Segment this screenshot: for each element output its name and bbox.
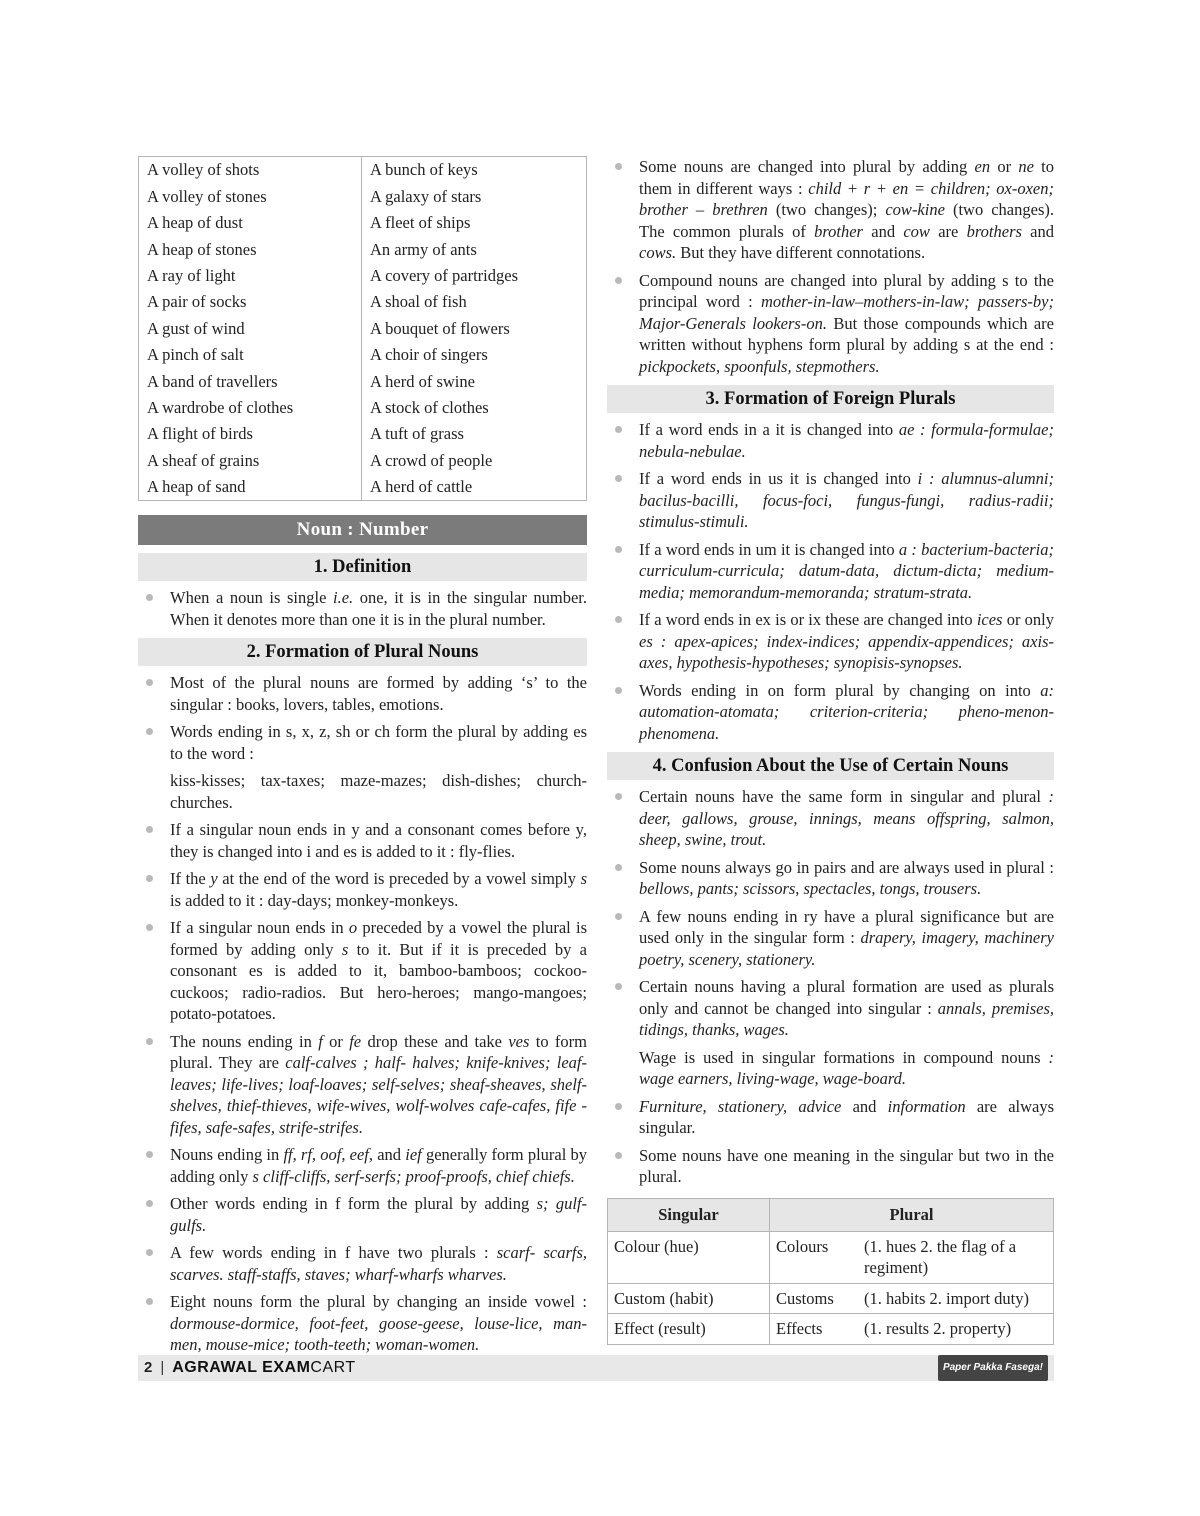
continuation-text: Wage is used in singular formations in compound nouns : wage earners, living-wage, wage-board. (639, 1047, 1054, 1088)
plural-meanings-table (607, 1198, 1054, 1345)
table-row (139, 289, 587, 315)
table-cell: A heap of sand (147, 477, 246, 497)
list-item: If the y at the end of the word is preceded by a vowel simply s is added to it : day-days; monkey-monkeys. (138, 868, 587, 911)
confusion-list-continued (607, 1096, 1054, 1188)
list-item: If a word ends in a it is changed into ae : formula-formulae; nebula-nebulae. (607, 419, 1054, 462)
plural-formation-heading: 2. Formation of Plural Nouns (138, 638, 587, 666)
definition-heading: 1. Definition (138, 553, 587, 581)
table-cell: A band of travellers (147, 371, 278, 391)
table-cell: Colours (770, 1231, 859, 1283)
list-item: Compound nouns are changed into plural by adding s to the principal word : mother-in-law–mothers-in-law; passers-by; Major-Generals lookers-on. But those compounds which are written without hyphens form plural by adding s at the end : pickpockets, spoonfuls, stepmothers. (607, 270, 1054, 378)
table-cell: A bouquet of flowers (362, 315, 587, 341)
list-item: Other words ending in f form the plural by adding s; gulf-gulfs. (138, 1193, 587, 1236)
list-item: Words ending in s, x, z, sh or ch form the plural by adding es to the word : (138, 721, 587, 764)
confusion-heading: 4. Confusion About the Use of Certain Nouns (607, 752, 1054, 780)
table-cell: Customs (770, 1283, 859, 1314)
table-row (608, 1231, 1054, 1283)
table-row (139, 236, 587, 262)
confusion-list (607, 786, 1054, 1041)
table-cell: An army of ants (362, 236, 587, 262)
table-cell: A fleet of ships (362, 210, 587, 236)
foreign-plurals-heading: 3. Formation of Foreign Plurals (607, 385, 1054, 413)
list-item: Furniture, stationery, advice and information are always singular. (607, 1096, 1054, 1139)
footer-separator: | (160, 1359, 165, 1377)
table-cell: A flight of birds (147, 424, 253, 444)
table-row (139, 368, 587, 394)
table-cell: A heap of stones (147, 239, 257, 259)
list-item: If a word ends in um it is changed into a : bacterium-bacteria; curriculum-curricula; datum-data, dictum-dicta; medium-media; memorandum-memoranda; stratum-strata. (607, 539, 1054, 604)
right-column (607, 150, 1054, 1345)
brand-logo: AGRAWAL EXAMCART (172, 1359, 356, 1377)
list-item: If a singular noun ends in y and a consonant comes before y, they is changed into i and es is added to it : fly-flies. (138, 819, 587, 862)
table-cell: A wardrobe of clothes (147, 397, 294, 417)
table-row (139, 421, 587, 447)
collective-nouns-table (138, 156, 587, 501)
table-cell: (1. results 2. property) (858, 1314, 1054, 1345)
table-row (139, 342, 587, 368)
table-row (608, 1314, 1054, 1345)
continuation-text: kiss-kisses; tax-taxes; maze-mazes; dish-dishes; church-churches. (170, 771, 587, 812)
table-cell: A shoal of fish (362, 289, 587, 315)
list-item: The nouns ending in f or fe drop these and take ves to form plural. They are calf-calves ; half- halves; knife-knives; leaf-leaves; life-lives; loaf-loaves; self-selves; sheaf-sheaves, shelf-shelves, thief-thieves, wife-wives, wolf-wolves cafe-cafes, fife -fifes, safe-safes, strife-strifes. (138, 1031, 587, 1139)
table-row (139, 263, 587, 289)
table-cell: A galaxy of stars (362, 183, 587, 209)
definition-list (138, 587, 587, 630)
column-header-singular: Singular (608, 1198, 770, 1231)
table-cell: A tuft of grass (362, 421, 587, 447)
list-item: If a word ends in ex is or ix these are changed into ices or only es : apex-apices; index-indices; appendix-appendices; axis-axes, hypothesis-hypotheses; synopisis-synopses. (607, 609, 1054, 674)
list-item: If a singular noun ends in o preceded by a vowel the plural is formed by adding only s to it. But if it is preceded by a consonant es is added to it, bamboo-bamboos; cockoo-cuckoos; radio-radios. But hero-heroes; mango-mangoes; potato-potatoes. (138, 917, 587, 1025)
foreign-plurals-list (607, 419, 1054, 744)
list-item: Nouns ending in ff, rf, oof, eef, and ief generally form plural by adding only s cliff-cliffs, serf-serfs; proof-proofs, chief chiefs. (138, 1144, 587, 1187)
table-cell: A sheaf of grains (147, 450, 260, 470)
table-row (139, 157, 587, 184)
table-cell: A choir of singers (362, 342, 587, 368)
table-header-row (608, 1198, 1054, 1231)
table-cell: A herd of cattle (362, 474, 587, 501)
list-item: If a word ends in us it is changed into i : alumnus-alumni; bacilus-bacilli, focus-foci, fungus-fungi, radius-radii; stimulus-stimuli. (607, 468, 1054, 533)
table-cell: Effect (result) (608, 1314, 770, 1345)
table-cell: A heap of dust (147, 213, 243, 233)
column-header-plural: Plural (770, 1198, 1054, 1231)
left-column (138, 150, 587, 1356)
table-row (139, 183, 587, 209)
list-item: Certain nouns have the same form in singular and plural : deer, gallows, grouse, innings, means offspring, salmon, sheep, swine, trout. (607, 786, 1054, 851)
table-cell: A pair of socks (147, 292, 247, 312)
list-item: Some nouns always go in pairs and are always used in plural : bellows, pants; scissors, spectacles, tongs, trousers. (607, 857, 1054, 900)
table-cell: A pinch of salt (147, 345, 244, 365)
table-cell: Colour (hue) (608, 1231, 770, 1283)
table-cell: A covery of partridges (362, 263, 587, 289)
table-row (139, 474, 587, 501)
table-row (139, 210, 587, 236)
table-cell: (1. habits 2. import duty) (858, 1283, 1054, 1314)
table-cell: A stock of clothes (362, 395, 587, 421)
table-cell: A volley of shots (147, 160, 260, 180)
table-cell: A gust of wind (147, 318, 245, 338)
tagline-badge: Paper Pakka Fasega! (938, 1355, 1048, 1381)
list-item: Most of the plural nouns are formed by adding ‘s’ to the singular : books, lovers, tables, emotions. (138, 672, 587, 715)
table-row (139, 315, 587, 341)
table-cell: Effects (770, 1314, 859, 1345)
table-cell: A volley of stones (147, 186, 267, 206)
list-item: A few words ending in f have two plurals : scarf- scarfs, scarves. staff-staffs, staves; wharf-wharfs wharves. (138, 1242, 587, 1285)
list-item: When a noun is single i.e. one, it is in the singular number. When it denotes more than one it is in the plural number. (138, 587, 587, 630)
table-cell: (1. hues 2. the flag of a regiment) (858, 1231, 1054, 1283)
list-item: Some nouns are changed into plural by adding en or ne to them in different ways : child + r + en = children; ox-oxen; brother – brethren (two changes); cow-kine (two changes). The common plurals of brother and cow are brothers and cows. But they have different connotations. (607, 156, 1054, 264)
list-item: A few nouns ending in ry have a plural significance but are used only in the singular form : drapery, imagery, machinery poetry, scenery, stationery. (607, 906, 1054, 971)
table-cell: A ray of light (147, 266, 236, 285)
table-row (139, 395, 587, 421)
table-row (139, 447, 587, 473)
table-cell: A bunch of keys (362, 157, 587, 184)
section-title: Noun : Number (138, 515, 587, 545)
list-item: Certain nouns having a plural formation are used as plurals only and cannot be changed into singular : annals, premises, tidings, thanks, wages. (607, 976, 1054, 1041)
list-item: Some nouns have one meaning in the singular but two in the plural. (607, 1145, 1054, 1188)
plural-rules-list (138, 672, 587, 764)
page-number: 2 (144, 1359, 153, 1377)
list-item: Eight nouns form the plural by changing an inside vowel : dormouse-dormice, foot-feet, goose-geese, louse-lice, man-men, mouse-mice; tooth-teeth; woman-women. (138, 1291, 587, 1356)
table-row (608, 1283, 1054, 1314)
plural-rules-list-right (607, 156, 1054, 377)
page-footer (138, 1355, 1054, 1381)
list-item: Words ending in on form plural by changing on into a: automation-atomata; criterion-criteria; pheno-menon-phenomena. (607, 680, 1054, 745)
plural-rules-list-continued (138, 819, 587, 1356)
table-cell: A crowd of people (362, 447, 587, 473)
table-cell: A herd of swine (362, 368, 587, 394)
table-cell: Custom (habit) (608, 1283, 770, 1314)
